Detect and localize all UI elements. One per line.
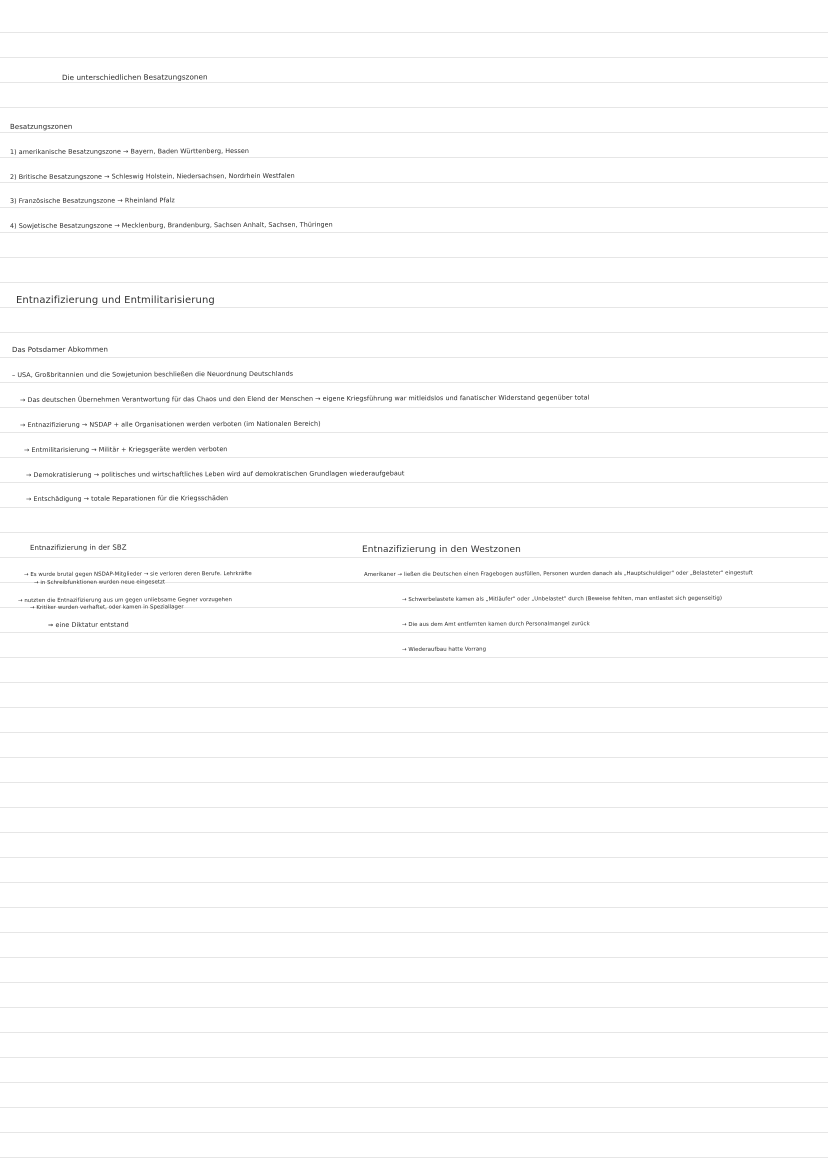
zone-item: 3) Französische Besatzungszone → Rheinland Pfalz (9, 196, 175, 205)
west-line: → Schwerbelastete kamen als „Mitläufer" oder „Unbelastet" durch (Beweise fehlten, man entlastet sich gegenseitig) (401, 595, 723, 603)
west-line: → Wiederaufbau hatte Vorrang (401, 646, 487, 653)
zone-item: 1) amerikanische Besatzungszone → Bayern, Baden Württenberg, Hessen (9, 146, 249, 156)
page-title: Die unterschiedlichen Besatzungszonen (61, 72, 208, 82)
section-point: → Demokratisierung → politisches und wirtschaftliches Leben wird auf demokratischen Grundlagen wiederaufgebaut (25, 469, 405, 479)
west-line: → Die aus dem Amt entfernten kamen durch Personalmangel zurück (401, 621, 590, 628)
section-point: → Entnazifizierung → NSDAP + alle Organisationen werden verboten (im Nationalen Bereich) (19, 419, 321, 429)
section-intro: – USA, Großbritannien und die Sowjetunion beschließen die Neuordnung Deutschlands (11, 369, 294, 379)
west-line: Amerikaner → ließen die Deutschen einen Fragebogen ausfüllen, Personen wurden danach als „Hauptschuldiger" oder „Belasteter" eingestuft (363, 570, 753, 578)
section-subheading: Das Potsdamer Abkommen (11, 345, 108, 354)
sbz-conclusion (48, 621, 129, 630)
section-point: → Entmilitarisierung → Militär + Kriegsgeräte werden verboten (23, 445, 228, 454)
sbz-line: → in Schreibfunktionen wurden neue eingesetzt (33, 579, 166, 586)
zones-heading: Besatzungszonen (9, 122, 73, 131)
sbz-line: → nutzten die Entnazifizierung aus um gegen unliebsame Gegner vorzugehen (17, 597, 232, 604)
zone-item: 4) Sowjetische Besatzungszone → Mecklenburg, Brandenburg, Sachsen Anhalt, Sachsen, Thüringen (9, 220, 333, 230)
sbz-heading: Entnazifizierung in der SBZ (29, 543, 127, 552)
bold-arrow-icon: ➞ (47, 620, 54, 629)
sbz-line: → Kritiker wurden verhaftet, oder kamen in Speziallager (29, 604, 184, 611)
section-heading: Entnazifizierung und Entmilitarisierung (16, 295, 215, 306)
sbz-conclusion-text: eine Diktatur entstand (55, 620, 129, 629)
zone-item: 2) Britische Besatzungszone → Schleswig Holstein, Niedersachsen, Nordrhein Westfalen (9, 171, 295, 181)
sbz-line: → Es wurde brutal gegen NSDAP-Mitglieder → sie verloren deren Berufe. Lehrkräfte (23, 571, 252, 578)
section-point: → Entschädigung → totale Reparationen für die Kriegsschäden (25, 494, 229, 503)
section-point: → Das deutschen Übernehmen Verantwortung für das Chaos und den Elend der Menschen → eigene Kriegsführung war mitleidslos und fanatischer Widerstand gegenüber total (19, 393, 590, 404)
west-heading: Entnazifizierung in den Westzonen (362, 545, 521, 555)
